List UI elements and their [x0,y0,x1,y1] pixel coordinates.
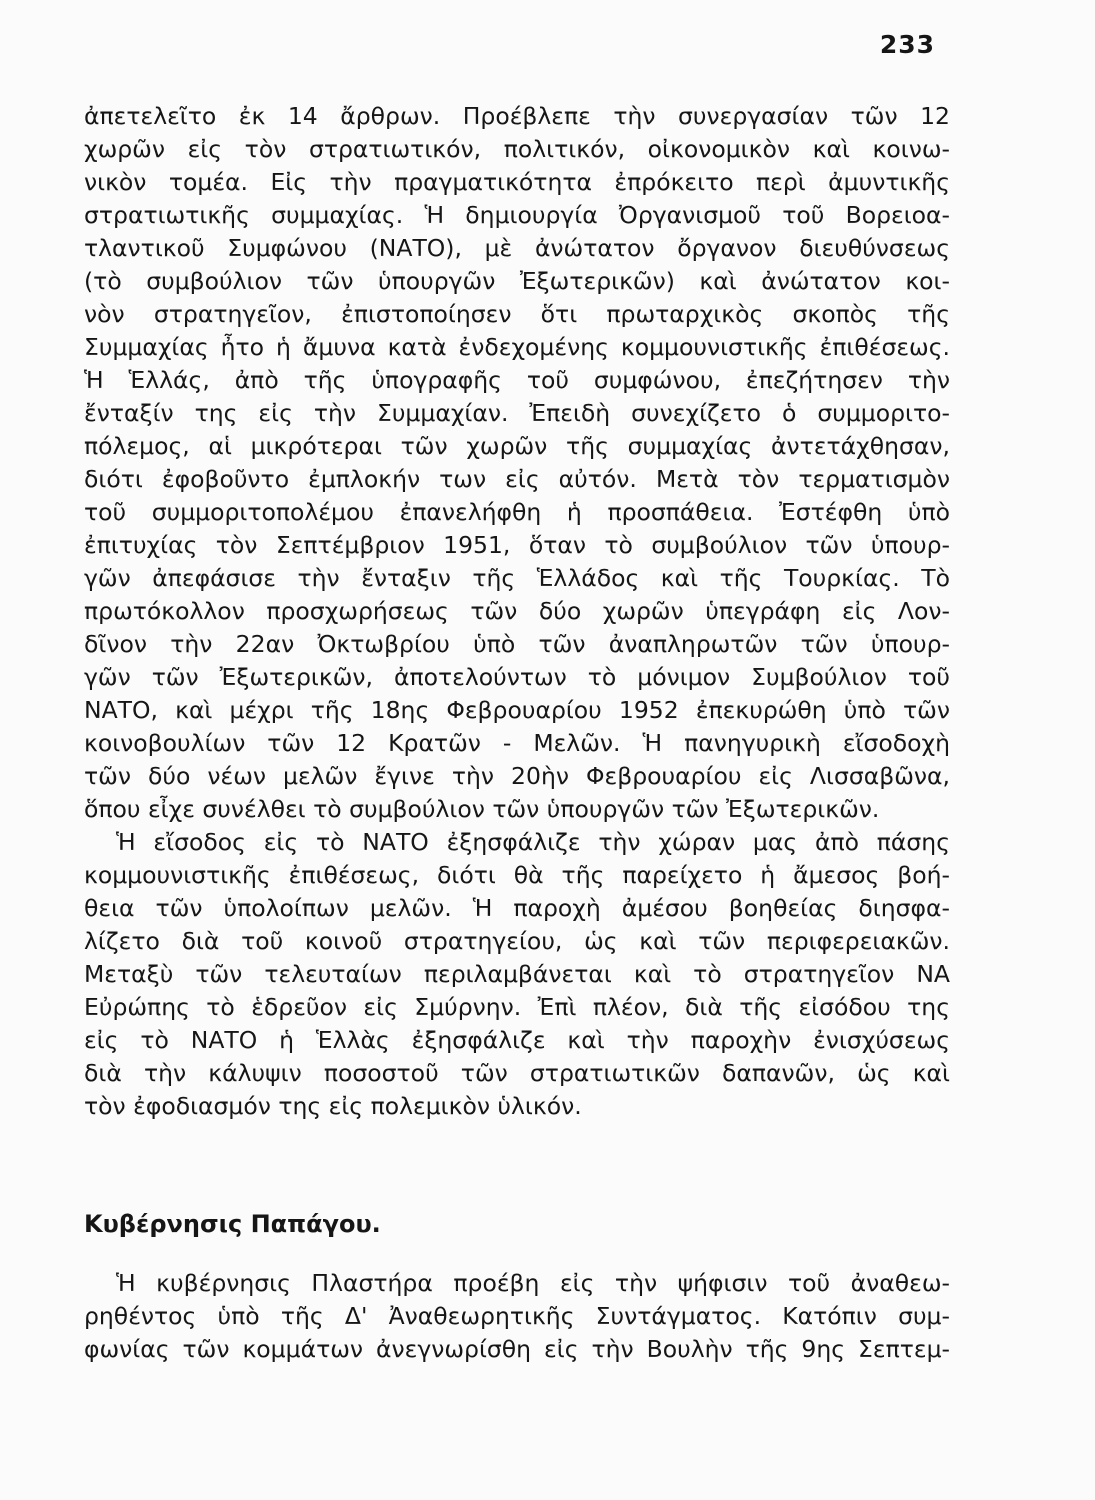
text-line: ἔνταξίν της εἰς τὴν Συμμαχίαν. Ἐπειδὴ συνεχίζετο ὁ συμμοριτο- [84,399,950,427]
text-line: πρωτόκολλον προσχωρήσεως τῶν δύο χωρῶν ὑπεγράφη εἰς Λον- [84,597,950,625]
text-line: γῶν ἀπεφάσισε τὴν ἔνταξιν τῆς Ἑλλάδος καὶ τῆς Τουρκίας. Τὸ [84,564,950,592]
text-line: φωνίας τῶν κομμάτων ἀνεγνωρίσθη εἰς τὴν Βουλὴν τῆς 9ης Σεπτεμ- [84,1335,950,1363]
text-line: στρατιωτικῆς συμμαχίας. Ἡ δημιουργία Ὀργανισμοῦ τοῦ Βορειοα- [84,201,950,229]
text-line: Εὐρώπης τὸ ἑδρεῦον εἰς Σμύρνην. Ἐπὶ πλέον, διὰ τῆς εἰσόδου της [84,993,950,1021]
text-line: λίζετο διὰ τοῦ κοινοῦ στρατηγείου, ὡς καὶ τῶν περιφερειακῶν. [84,927,950,955]
text-line: Ἡ κυβέρνησις Πλαστήρα προέβη εἰς τὴν ψήφισιν τοῦ ἀναθεω- [116,1269,950,1297]
text-line: τλαντικοῦ Συμφώνου (ΝΑΤΟ), μὲ ἀνώτατον ὄργανον διευθύνσεως [84,234,950,262]
text-line: γῶν τῶν Ἐξωτερικῶν, ἀποτελούντων τὸ μόνιμον Συμβούλιον τοῦ [84,663,950,691]
text-line: τοῦ συμμοριτοπολέμου ἐπανελήφθη ἡ προσπάθεια. Ἐστέφθη ὑπὸ [84,498,950,526]
text-line: διότι ἐφοβοῦντο ἐμπλοκήν των εἰς αὐτόν. Μετὰ τὸν τερματισμὸν [84,465,950,493]
text-line: κοινοβουλίων τῶν 12 Κρατῶν - Μελῶν. Ἡ πανηγυρικὴ εἴσοδοχὴ [84,729,950,757]
text-line: δῖνον τὴν 22αν Ὀκτωβρίου ὑπὸ τῶν ἀναπληρωτῶν τῶν ὑπουρ- [84,630,950,658]
text-line: κομμουνιστικῆς ἐπιθέσεως, διότι θὰ τῆς παρείχετο ἡ ἄμεσος βοή- [84,861,950,889]
text-line: τὸν ἐφοδιασμόν της εἰς πολεμικὸν ὑλικόν. [84,1092,582,1120]
text-line: χωρῶν εἰς τὸν στρατιωτικόν, πολιτικόν, οἰκονομικὸν καὶ κοινω- [84,135,950,163]
text-line: εἰς τὸ ΝΑΤΟ ἡ Ἑλλὰς ἐξησφάλιζε καὶ τὴν παροχὴν ἐνισχύσεως [84,1026,950,1054]
text-line: Ἡ Ἑλλάς, ἀπὸ τῆς ὑπογραφῆς τοῦ συμφώνου, ἐπεζήτησεν τὴν [84,366,950,394]
page-number: 233 [879,30,935,59]
text-line: Μεταξὺ τῶν τελευταίων περιλαμβάνεται καὶ τὸ στρατηγεῖον ΝΑ [84,960,950,988]
text-line: νὸν στρατηγεῖον, ἐπιστοποίησεν ὅτι πρωταρχικὸς σκοπὸς τῆς [84,300,950,328]
body-text-lower [84,1267,950,1366]
text-line: διὰ τὴν κάλυψιν ποσοστοῦ τῶν στρατιωτικῶν δαπανῶν, ὡς καὶ [84,1059,950,1087]
text-line: νικὸν τομέα. Εἰς τὴν πραγματικότητα ἐπρόκειτο περὶ ἀμυντικῆς [84,168,950,196]
text-line: (τὸ συμβούλιον τῶν ὑπουργῶν Ἐξωτερικῶν) καὶ ἀνώτατον κοι- [84,267,950,295]
paragraph [84,100,950,826]
body-text-upper [84,100,950,1123]
text-line: ἀπετελεῖτο ἐκ 14 ἄρθρων. Προέβλεπε τὴν συνεργασίαν τῶν 12 [84,102,950,130]
text-line: τῶν δύο νέων μελῶν ἔγινε τὴν 20ὴν Φεβρουαρίου εἰς Λισσαβῶνα, [84,762,950,790]
text-line: θεια τῶν ὑπολοίπων μελῶν. Ἡ παροχὴ ἀμέσου βοηθείας διησφα- [84,894,950,922]
text-line: Συμμαχίας ἦτο ἡ ἄμυνα κατὰ ἐνδεχομένης κομμουνιστικῆς ἐπιθέσεως. [84,333,950,361]
text-line: πόλεμος, αἱ μικρότεραι τῶν χωρῶν τῆς συμμαχίας ἀντετάχθησαν, [84,432,950,460]
text-line: Ἡ εἴσοδος εἰς τὸ ΝΑΤΟ ἐξησφάλιζε τὴν χώραν μας ἀπὸ πάσης [116,828,950,856]
text-line: ρηθέντος ὑπὸ τῆς Δ' Ἀναθεωρητικῆς Συντάγματος. Κατόπιν συμ- [84,1302,950,1330]
text-line: ἐπιτυχίας τὸν Σεπτέμβριον 1951, ὅταν τὸ συμβούλιον τῶν ὑπουρ- [84,531,950,559]
paragraph [84,1267,950,1366]
text-line: ΝΑΤΟ, καὶ μέχρι τῆς 18ης Φεβρουαρίου 1952 ἐπεκυρώθη ὑπὸ τῶν [84,696,950,724]
paragraph [84,826,950,1123]
section-heading: Κυβέρνησις Παπάγου. [84,1210,381,1238]
text-line: ὅπου εἶχε συνέλθει τὸ συμβούλιον τῶν ὑπουργῶν τῶν Ἐξωτερικῶν. [84,795,880,823]
